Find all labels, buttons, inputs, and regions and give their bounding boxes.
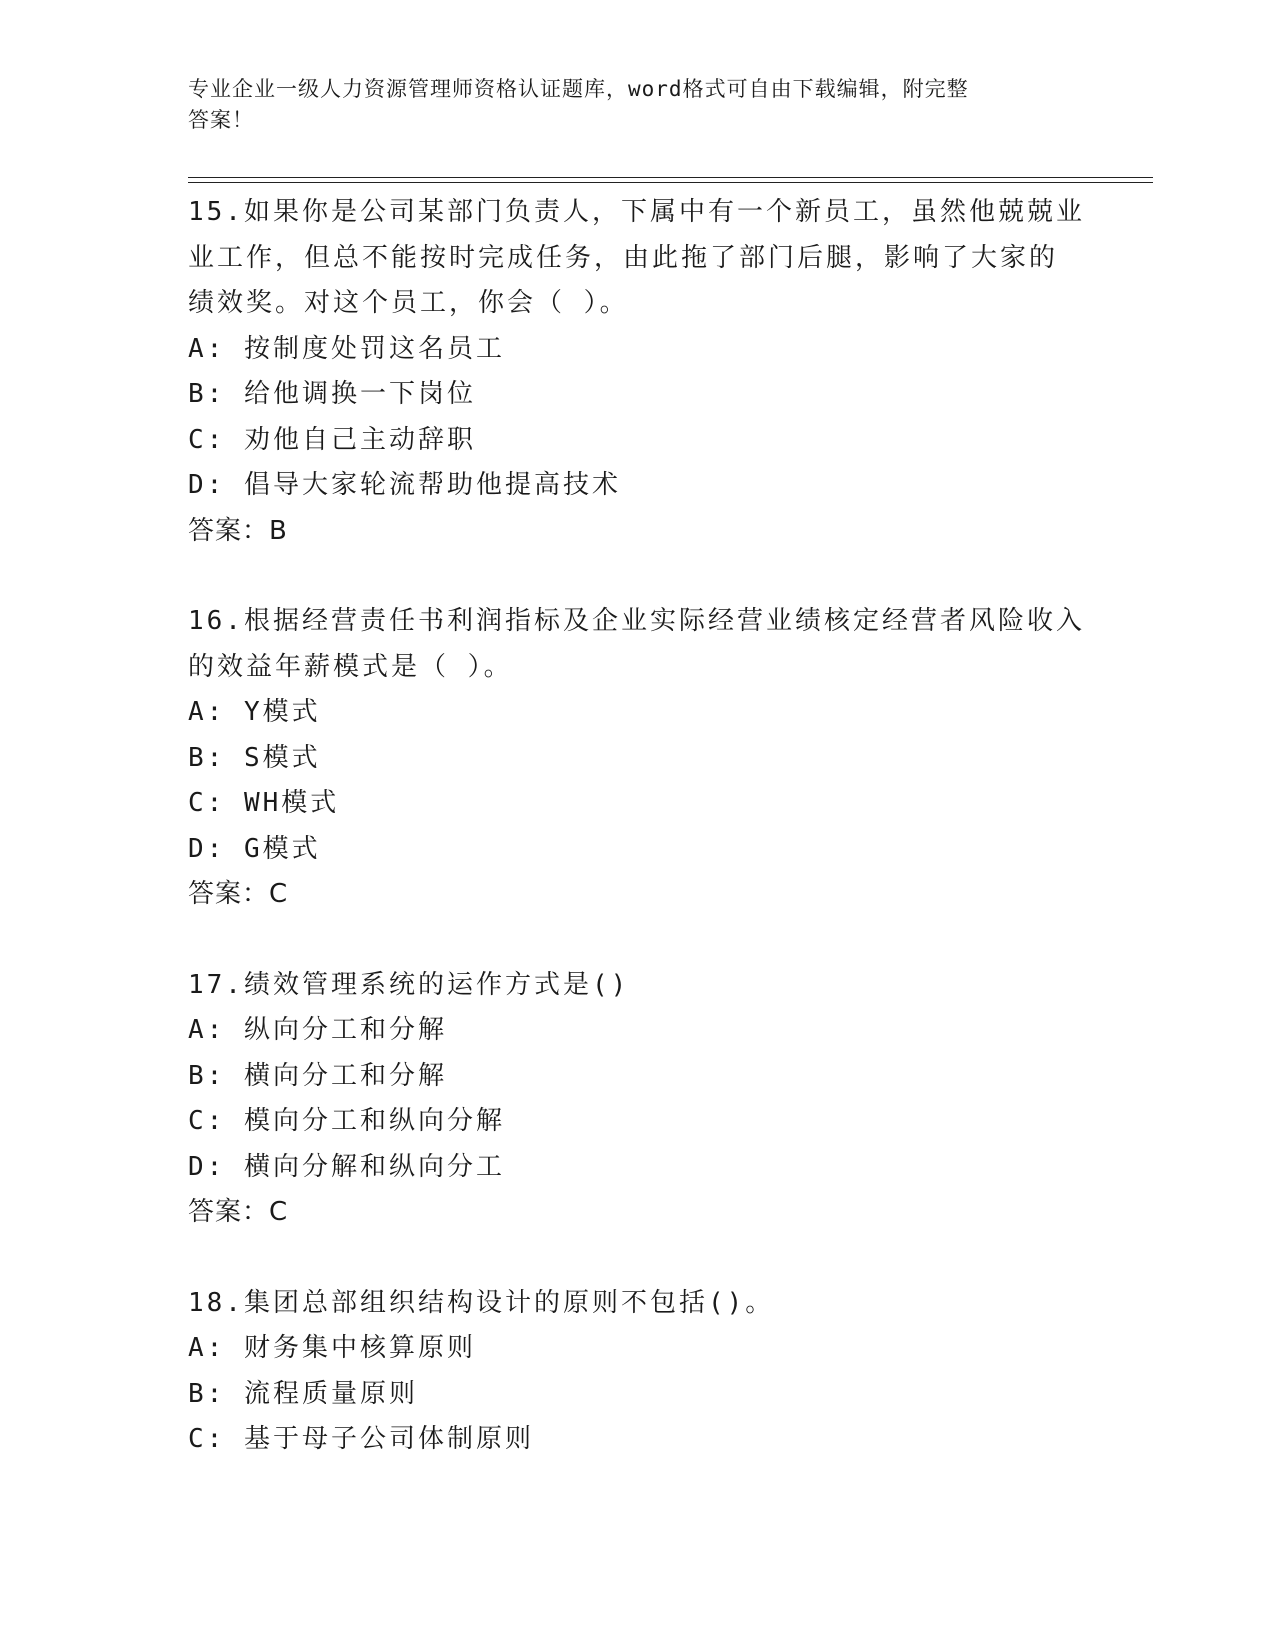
question-text-line: 16.根据经营责任书利润指标及企业实际经营业绩核定经营者风险收入 <box>188 606 1085 636</box>
option-c: C: 基于母子公司体制原则 <box>188 1424 534 1454</box>
question-text-line: 15.如果你是公司某部门负责人，下属中有一个新员工，虽然他兢兢业 <box>188 197 1085 227</box>
header-line-1: 专业企业一级人力资源管理师资格认证题库，word格式可自由下载编辑，附完整 <box>188 77 969 101</box>
option-c: C: WH模式 <box>188 788 340 818</box>
question-18 <box>188 1281 1088 1463</box>
question-15 <box>188 190 1088 554</box>
option-b: B: 横向分工和分解 <box>188 1060 447 1091</box>
question-16 <box>188 599 1088 918</box>
option-a: A: Y模式 <box>188 697 321 727</box>
option-b: B: S模式 <box>188 742 321 773</box>
question-text-line: 的效益年薪模式是（ ）。 <box>188 651 513 682</box>
option-b: B: 给他调换一下岗位 <box>188 379 476 409</box>
option-a: A: 按制度处罚这名员工 <box>188 333 505 364</box>
question-text-line: 18.集团总部组织结构设计的原则不包括()。 <box>188 1287 775 1318</box>
page-header <box>188 74 1068 136</box>
option-d: D: 倡导大家轮流帮助他提高技术 <box>188 470 621 500</box>
option-c: C: 劝他自己主动辞职 <box>188 424 476 455</box>
question-text-line: 业工作，但总不能按时完成任务，由此拖了部门后腿，影响了大家的 <box>188 242 1059 273</box>
option-d: D: 横向分解和纵向分工 <box>188 1151 505 1182</box>
answer-line: 答案：C <box>188 879 289 909</box>
question-list <box>188 190 1088 1508</box>
header-line-2: 答案！ <box>188 108 254 132</box>
question-text-line: 17.绩效管理系统的运作方式是() <box>188 969 630 1000</box>
option-c: C: 模向分工和纵向分解 <box>188 1106 505 1136</box>
answer-line: 答案：C <box>188 1197 289 1227</box>
question-text-line: 绩效奖。对这个员工，你会（ ）。 <box>188 288 629 318</box>
answer-line: 答案：B <box>188 515 288 546</box>
option-a: A: 财务集中核算原则 <box>188 1333 476 1363</box>
header-divider-top <box>188 177 1153 178</box>
option-d: D: G模式 <box>188 833 321 864</box>
question-17 <box>188 963 1088 1236</box>
option-b: B: 流程质量原则 <box>188 1378 418 1409</box>
header-divider-bottom <box>188 182 1153 183</box>
option-a: A: 纵向分工和分解 <box>188 1015 447 1045</box>
